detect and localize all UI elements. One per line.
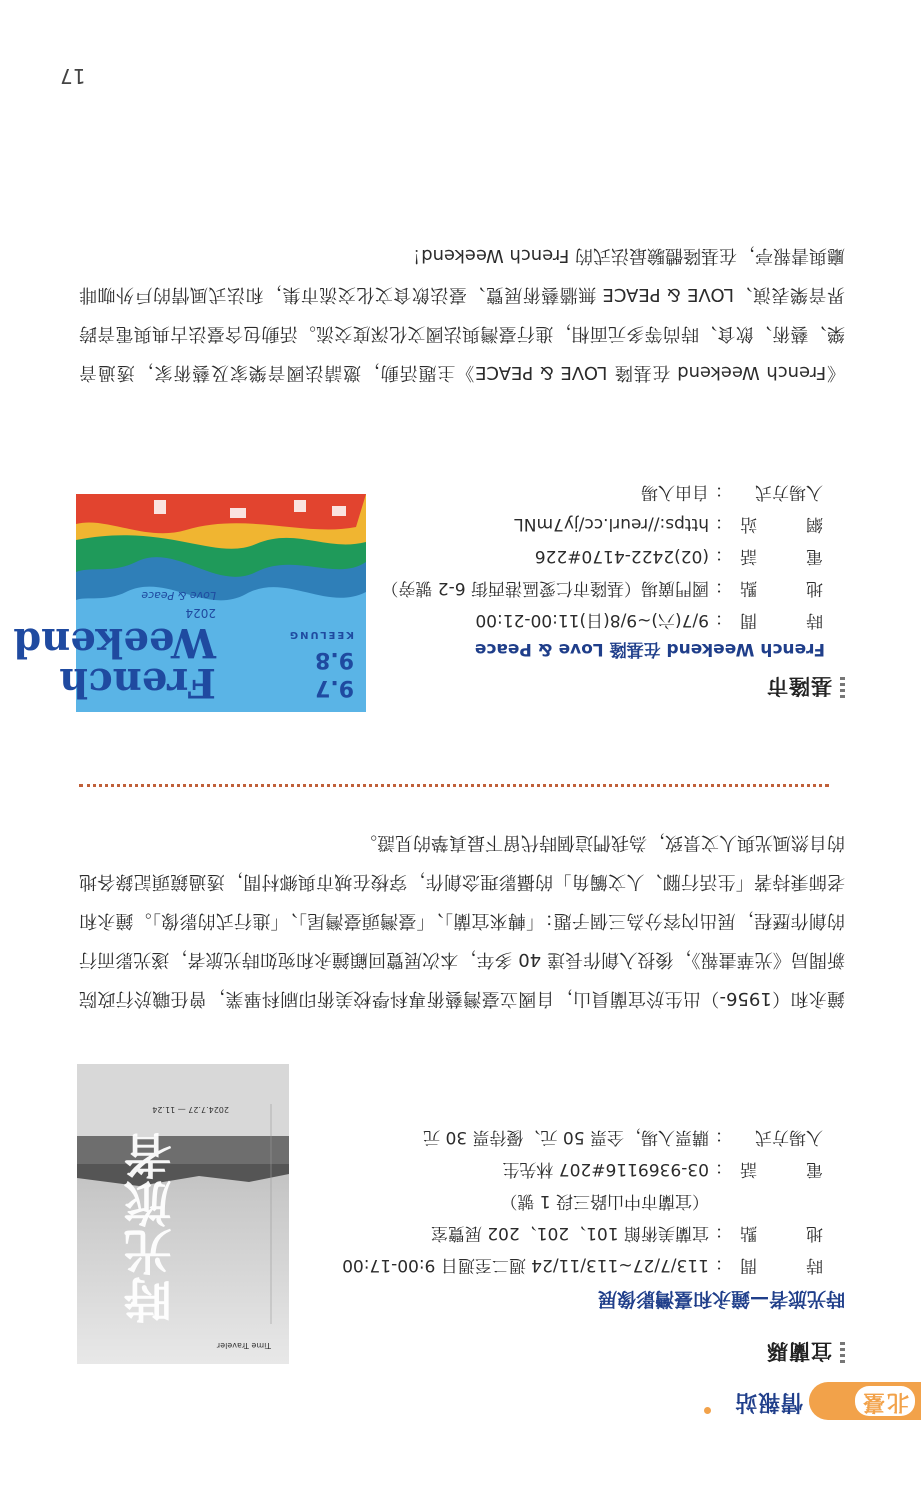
info-row-website: 網 站 ： https://reurl.cc/jy7mNL: [373, 508, 823, 540]
info-value: 113/7/27~113/11/24 週二至週日 9:00-17:00: [342, 1255, 709, 1275]
info-row-admission: 入場方式 ： 購票入場，全票 50 元、優待票 30 元: [323, 1121, 823, 1153]
poster-keelung-place: KEELUNG: [287, 629, 354, 640]
info-value: 國門廣場（基隆市仁愛區港西街 6-2 號旁）: [381, 578, 709, 598]
info-label: 時 間: [724, 1255, 823, 1275]
info-label: 電 話: [724, 546, 823, 566]
info-label: 入場方式: [755, 482, 823, 502]
info-row-place: 地 點 ： 國門廣場（基隆市仁愛區港西街 6-2 號旁）: [373, 572, 823, 604]
info-link[interactable]: https://reurl.cc/jy7mNL: [514, 514, 709, 534]
poster-keelung-title: French Weekend: [13, 619, 216, 706]
page-number: 17: [60, 64, 86, 88]
info-value: (02)2422-4170#226: [534, 546, 709, 566]
poster-keelung-date2: 9.8: [315, 647, 354, 672]
info-value: 03-9369116#207 林先生: [502, 1159, 709, 1179]
section-title-yilan: [766, 1337, 845, 1367]
dotted-mark-icon: [840, 1341, 845, 1363]
poster-yilan-title: 時光旅者: [124, 1132, 180, 1324]
tab-dot-icon: [704, 1407, 711, 1414]
section-tab: [681, 1382, 921, 1420]
poster-yilan-dates: 2024.7.27 — 11.24: [152, 1105, 229, 1114]
info-row-phone: 電 話 ： 03-9369116#207 林先生: [323, 1153, 823, 1185]
info-block-keelung: [373, 476, 823, 636]
info-row-admission: 入場方式 ： 自由入場: [373, 476, 823, 508]
info-row-time: 時 間 ： 9/7(六)~9/8(日)11:00-21:00: [373, 604, 823, 636]
description-yilan: 鐘永和（1956-）出生於宜蘭員山，自國立臺灣藝術專科學校美術印刷科畢業，曾任職於行政院新聞局《光華畫報》，後投入創作長達 40 多年，本次展覽回顧鐘永和宛如時光旅者，遂光影而行的創作歷程，展出內容分為三個子題：「轉來宜蘭」、「臺灣頭臺灣尾」、「進行式的影像」。鐘永和老師秉持著「生活行腳、人文觸角」的攝影理念創作，穿梭在城市與鄉村間，透過鏡頭記錄各地的自然風光與人文景致，為我們這個時代留下最真摯的見證。: [79, 832, 845, 1009]
poster-keelung-year: 2024: [185, 606, 216, 620]
section-title-keelung: [766, 672, 845, 702]
info-value: （宜蘭市中山路三段 1 號）: [500, 1191, 709, 1211]
info-value: 自由入場: [641, 482, 709, 502]
info-label: [723, 1185, 823, 1217]
section-title-text: 宜蘭縣: [766, 1339, 832, 1363]
tab-region-text: 北臺: [855, 1386, 915, 1416]
info-row-address: [323, 1185, 823, 1217]
info-label: 時 間: [724, 610, 823, 630]
section-divider: [79, 784, 829, 787]
poster-yilan-subtitle: Time Traveler: [216, 1341, 271, 1350]
info-label: 入場方式: [755, 1127, 823, 1147]
poster-keelung-subtitle: Love & Peace: [141, 589, 216, 602]
dotted-mark-icon: [840, 676, 845, 698]
description-keelung: 《French Weekend 在基隆 LOVE & PEACE》主題活動，邀請法國音樂家及藝術家，透過音樂、藝術、飲食、時尚等多元面相，進行臺灣與法國文化深度交流。活動包含臺法古典與電音跨界音樂表演、LOVE & PEACE 無牆藝術展覽、臺法飲食文化交流市集，和法式風情的戶外咖啡廳與書報亭，在基隆體驗最法式的 French Weekend！: [79, 245, 845, 383]
info-row-place: 地 點 ： 宜蘭美術館 101、201、202 展覽室: [323, 1217, 823, 1249]
event-title-keelung: French Weekend 在基隆 Love & Peace: [474, 639, 825, 659]
info-row-time: 時 間 ： 113/7/27~113/11/24 週二至週日 9:00-17:00: [323, 1249, 823, 1281]
section-title-text: 基隆市: [766, 674, 832, 698]
info-block-yilan: [323, 1121, 823, 1281]
event-poster-keelung: [13, 494, 366, 712]
info-value: 宜蘭美術館 101、201、202 展覽室: [430, 1223, 709, 1243]
info-row-phone: 電 話 ： (02)2422-4170#226: [373, 540, 823, 572]
tab-region-label: [817, 1386, 913, 1416]
exhibition-poster-yilan: [77, 1064, 289, 1364]
info-label: 網 站: [724, 514, 823, 534]
info-value: 9/7(六)~9/8(日)11:00-21:00: [475, 610, 709, 630]
poster-keelung-date1: 9.7: [315, 675, 354, 700]
info-label: 電 話: [724, 1159, 823, 1179]
info-label: 地 點: [724, 578, 823, 598]
event-title-yilan: 時光旅者—鐘永和臺灣影像展: [597, 1288, 845, 1310]
info-value: 購票入場，全票 50 元、優待票 30 元: [423, 1127, 709, 1147]
info-label: 地 點: [724, 1223, 823, 1243]
tab-name-label: 情報站: [733, 1389, 803, 1414]
